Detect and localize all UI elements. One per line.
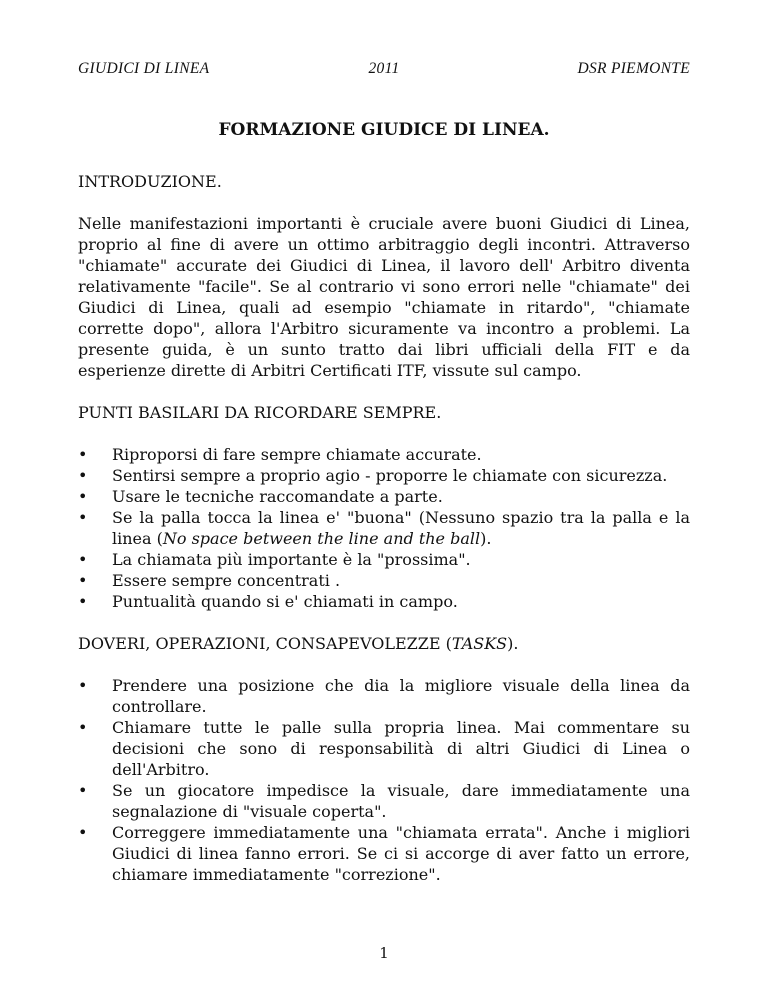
basics-list xyxy=(78,444,690,612)
list-item xyxy=(78,780,690,822)
tasks-heading xyxy=(78,633,690,654)
list-item xyxy=(78,444,690,465)
header-right-text: DSR PIEMONTE xyxy=(577,60,690,77)
tasks-heading-italic: TASKS xyxy=(451,634,508,653)
bullet-icon: • xyxy=(78,781,88,800)
list-item-text: Correggere immediatamente una "chiamata errata". Anche i migliori Giudici di linea fanno errori. Se ci si accorge di aver fatto un errore, chiamare immediatamente "correzione". xyxy=(112,823,690,884)
list-item-text: Chiamare tutte le palle sulla propria linea. Mai commentare su decisioni che sono di responsabilità di altri Giudici di Linea o dell'Arbitro. xyxy=(112,718,690,779)
document-body xyxy=(78,120,690,906)
bullet-icon: • xyxy=(78,487,88,506)
bullet-icon: • xyxy=(78,718,88,737)
list-item-text: Usare le tecniche raccomandate a parte. xyxy=(112,487,443,506)
page-header xyxy=(78,60,690,80)
list-item-text: Prendere una posizione che dia la migliore visuale della linea da controllare. xyxy=(112,676,690,716)
bullet-icon: • xyxy=(78,508,88,527)
intro-heading: INTRODUZIONE. xyxy=(78,172,222,191)
list-item xyxy=(78,675,690,717)
document-title: FORMAZIONE GIUDICE DI LINEA. xyxy=(218,120,550,140)
list-item xyxy=(78,507,690,549)
list-item-text-suffix: ). xyxy=(480,529,492,548)
header-year: 2011 xyxy=(368,60,400,77)
tasks-heading-prefix: DOVERI, OPERAZIONI, CONSAPEVOLEZZE ( xyxy=(78,634,452,653)
header-left-text: GIUDICI DI LINEA xyxy=(78,60,210,77)
basics-heading: PUNTI BASILARI DA RICORDARE SEMPRE. xyxy=(78,403,442,422)
bullet-icon: • xyxy=(78,550,88,569)
tasks-heading-suffix: ). xyxy=(507,634,519,653)
list-item xyxy=(78,486,690,507)
list-item-text: La chiamata più importante è la "prossima". xyxy=(112,550,471,569)
list-item-text: Se un giocatore impedisce la visuale, dare immediatamente una segnalazione di "visuale coperta". xyxy=(112,781,690,821)
list-item xyxy=(78,591,690,612)
bullet-icon: • xyxy=(78,571,88,590)
list-item xyxy=(78,465,690,486)
page-number: 1 xyxy=(379,944,389,962)
list-item xyxy=(78,570,690,591)
list-item-text: Sentirsi sempre a proprio agio - proporre le chiamate con sicurezza. xyxy=(112,466,668,485)
list-item xyxy=(78,549,690,570)
list-item xyxy=(78,822,690,885)
bullet-icon: • xyxy=(78,823,88,842)
list-item xyxy=(78,717,690,780)
bullet-icon: • xyxy=(78,466,88,485)
bullet-icon: • xyxy=(78,592,88,611)
tasks-list xyxy=(78,675,690,885)
list-item-text-italic: No space between the line and the ball xyxy=(162,529,481,548)
list-item-text: Essere sempre concentrati . xyxy=(112,571,341,590)
list-item-text-prefix: Se la palla tocca la linea e' "buona" (Nessuno spazio tra la palla e la linea ( xyxy=(112,508,690,548)
list-item-text: Riproporsi di fare sempre chiamate accurate. xyxy=(112,445,482,464)
bullet-icon: • xyxy=(78,676,88,695)
bullet-icon: • xyxy=(78,445,88,464)
intro-paragraph: Nelle manifestazioni importanti è cruciale avere buoni Giudici di Linea, proprio al fine di avere un ottimo arbitraggio degli incontri. Attraverso "chiamate" accurate dei Giudici di Linea, il lavoro dell' Arbitro diventa relativamente "facile". Se al contrario vi sono errori nelle "chiamate" dei Giudici di Linea, quali ad esempio "chiamate in ritardo", "chiamate corrette dopo", allora l'Arbitro sicuramente va incontro a problemi. La presente guida, è un sunto tratto dai libri ufficiali della FIT e da esperienze dirette di Arbitri Certificati ITF, vissute sul campo. xyxy=(78,214,690,380)
list-item-text: Puntualità quando si e' chiamati in campo. xyxy=(112,592,458,611)
